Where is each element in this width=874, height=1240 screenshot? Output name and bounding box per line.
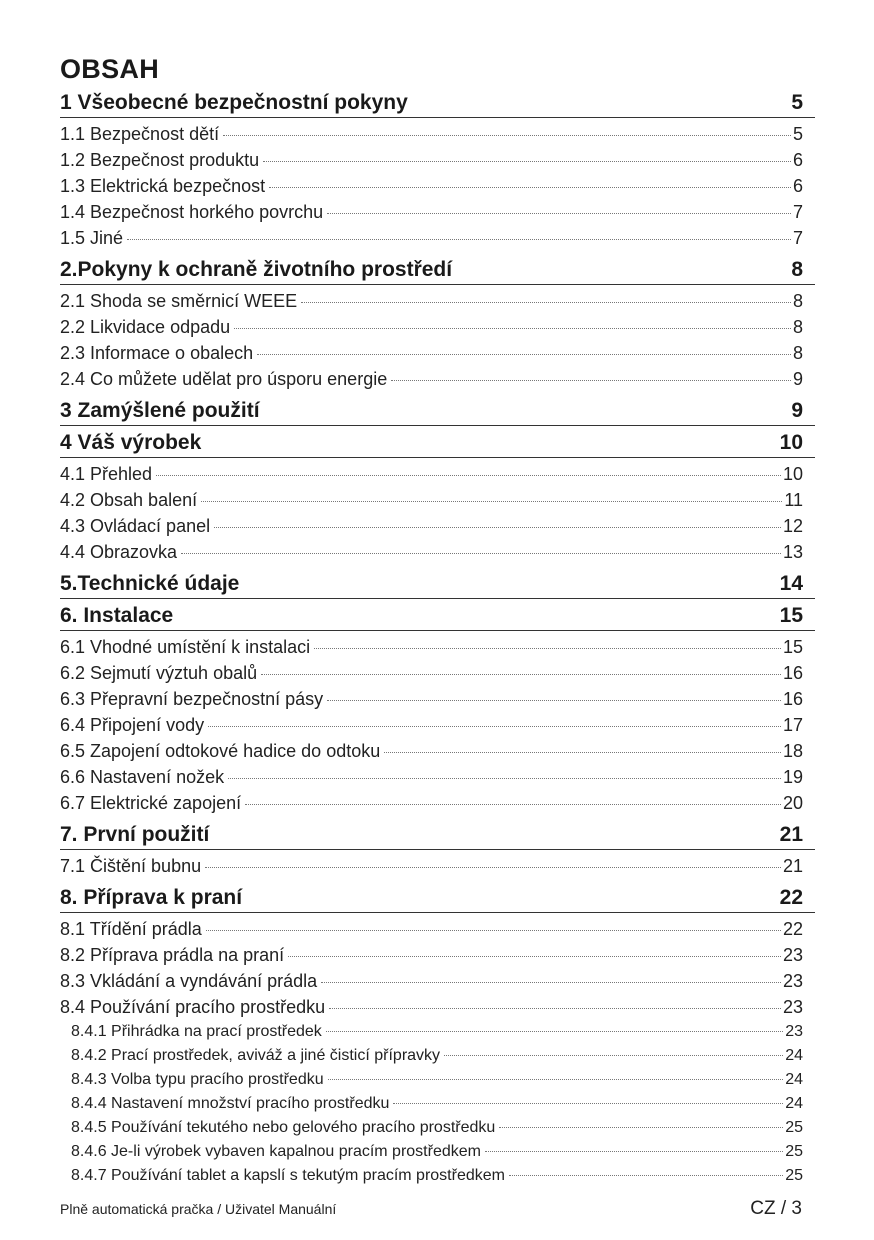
toc-list <box>60 86 815 1190</box>
dot-leader <box>263 161 791 162</box>
toc-section-heading[interactable] <box>60 394 815 426</box>
entry-title: 8.4.7 Používání tablet a kapslí s tekutým pracím prostředkem <box>71 1167 505 1184</box>
dot-leader <box>205 867 781 868</box>
entry-title: 8.4.3 Volba typu pracího prostředku <box>71 1071 324 1088</box>
toc-entry[interactable] <box>60 968 815 994</box>
toc-entry[interactable] <box>60 121 815 147</box>
dot-leader <box>234 328 791 329</box>
toc-entry[interactable] <box>60 994 815 1020</box>
entry-title: 4.1 Přehled <box>60 464 153 484</box>
dot-leader <box>326 1031 783 1032</box>
entry-page-number: 7 <box>792 228 803 248</box>
toc-entry[interactable] <box>60 340 815 366</box>
dot-leader <box>314 648 781 649</box>
toc-entry[interactable] <box>60 634 815 660</box>
toc-entry[interactable] <box>60 314 815 340</box>
section-title: 3 Zamýšlené použití <box>60 399 260 422</box>
dot-leader <box>261 674 781 675</box>
toc-entry[interactable] <box>60 487 815 513</box>
entry-title: 2.2 Likvidace odpadu <box>60 317 231 337</box>
entry-page-number: 16 <box>782 663 803 683</box>
entry-title: 1.5 Jiné <box>60 228 124 248</box>
entry-title: 2.1 Shoda se směrnicí WEEE <box>60 291 298 311</box>
toc-subentry[interactable] <box>60 1092 815 1116</box>
dot-leader <box>384 752 781 753</box>
dot-leader <box>181 553 781 554</box>
entry-title: 8.1 Třídění prádla <box>60 919 202 939</box>
entry-title: 1.3 Elektrická bezpečnost <box>60 176 266 196</box>
toc-entry[interactable] <box>60 173 815 199</box>
entry-page-number: 24 <box>785 1071 803 1088</box>
entry-page-number: 23 <box>782 945 803 965</box>
toc-section-heading[interactable] <box>60 599 815 631</box>
toc-entry[interactable] <box>60 738 815 764</box>
entry-title: 8.4.1 Přihrádka na prací prostředek <box>71 1023 322 1040</box>
section-title: 1 Všeobecné bezpečnostní pokyny <box>60 91 408 114</box>
section-title: 2.Pokyny k ochraně životního prostředí <box>60 258 453 281</box>
toc-section-heading[interactable] <box>60 818 815 850</box>
toc-section-heading[interactable] <box>60 86 815 118</box>
dot-leader <box>127 239 791 240</box>
toc-subentry[interactable] <box>60 1044 815 1068</box>
entry-page-number: 6 <box>792 176 803 196</box>
entry-page-number: 15 <box>782 637 803 657</box>
dot-leader <box>393 1103 783 1104</box>
entry-title: 8.3 Vkládání a vyndávání prádla <box>60 971 318 991</box>
toc-subentry[interactable] <box>60 1116 815 1140</box>
entry-title: 6.5 Zapojení odtokové hadice do odtoku <box>60 741 381 761</box>
toc-entry[interactable] <box>60 916 815 942</box>
section-page-number: 5 <box>791 91 803 114</box>
dot-leader <box>391 380 791 381</box>
entry-page-number: 25 <box>785 1143 803 1160</box>
entry-page-number: 12 <box>782 516 803 536</box>
entry-title: 8.4.2 Prací prostředek, aviváž a jiné čisticí přípravky <box>71 1047 441 1064</box>
entry-page-number: 22 <box>782 919 803 939</box>
entry-title: 6.3 Přepravní bezpečnostní pásy <box>60 689 324 709</box>
entry-page-number: 8 <box>792 291 803 311</box>
toc-entry[interactable] <box>60 790 815 816</box>
entry-title: 6.4 Připojení vody <box>60 715 205 735</box>
toc-entry[interactable] <box>60 366 815 392</box>
entry-page-number: 11 <box>784 490 803 510</box>
section-title: 4 Váš výrobek <box>60 431 202 454</box>
toc-entry[interactable] <box>60 686 815 712</box>
table-of-contents <box>60 52 815 1190</box>
entry-page-number: 8 <box>792 343 803 363</box>
entry-title: 4.2 Obsah balení <box>60 490 198 510</box>
entry-page-number: 7 <box>792 202 803 222</box>
entry-page-number: 6 <box>792 150 803 170</box>
section-page-number: 15 <box>779 604 803 627</box>
footer-product-label: Plně automatická pračka / Uživatel Manuální <box>60 1201 337 1217</box>
entry-title: 8.4 Používání pracího prostředku <box>60 997 326 1017</box>
dot-leader <box>214 527 781 528</box>
dot-leader <box>321 982 781 983</box>
section-page-number: 8 <box>791 258 803 281</box>
dot-leader <box>208 726 781 727</box>
toc-entry[interactable] <box>60 513 815 539</box>
dot-leader <box>245 804 781 805</box>
entry-title: 6.2 Sejmutí výztuh obalů <box>60 663 258 683</box>
entry-page-number: 19 <box>782 767 803 787</box>
entry-title: 7.1 Čištění bubnu <box>60 856 202 876</box>
toc-entry[interactable] <box>60 288 815 314</box>
section-title: 8. Příprava k praní <box>60 886 243 909</box>
entry-title: 6.7 Elektrické zapojení <box>60 793 242 813</box>
entry-page-number: 24 <box>785 1095 803 1112</box>
entry-page-number: 23 <box>782 971 803 991</box>
section-title: 6. Instalace <box>60 604 174 627</box>
toc-entry[interactable] <box>60 461 815 487</box>
entry-page-number: 21 <box>782 856 803 876</box>
section-title: 5.Technické údaje <box>60 572 240 595</box>
toc-section-heading[interactable] <box>60 881 815 913</box>
dot-leader <box>327 213 791 214</box>
entry-page-number: 16 <box>782 689 803 709</box>
dot-leader <box>328 1079 784 1080</box>
dot-leader <box>201 501 782 502</box>
entry-page-number: 8 <box>792 317 803 337</box>
toc-entry[interactable] <box>60 764 815 790</box>
entry-page-number: 13 <box>782 542 803 562</box>
toc-subentry[interactable] <box>60 1068 815 1092</box>
entry-title: 8.4.5 Používání tekutého nebo gelového pracího prostředku <box>71 1119 496 1136</box>
dot-leader <box>485 1151 783 1152</box>
toc-entry[interactable] <box>60 712 815 738</box>
toc-entry[interactable] <box>60 660 815 686</box>
toc-subentry[interactable] <box>60 1164 815 1188</box>
footer <box>60 1198 802 1220</box>
entry-page-number: 23 <box>785 1023 803 1040</box>
dot-leader <box>327 700 781 701</box>
page-title: OBSAH <box>60 54 160 84</box>
dot-leader <box>288 956 781 957</box>
entry-page-number: 25 <box>785 1167 803 1184</box>
section-page-number: 14 <box>779 572 803 595</box>
toc-entry[interactable] <box>60 225 815 251</box>
entry-title: 8.2 Příprava prádla na praní <box>60 945 285 965</box>
entry-title: 6.6 Nastavení nožek <box>60 767 225 787</box>
entry-title: 6.1 Vhodné umístění k instalaci <box>60 637 311 657</box>
toc-subentry[interactable] <box>60 1140 815 1164</box>
dot-leader <box>156 475 781 476</box>
entry-title: 1.1 Bezpečnost dětí <box>60 124 220 144</box>
dot-leader <box>509 1175 783 1176</box>
dot-leader <box>228 778 781 779</box>
toc-entry[interactable] <box>60 942 815 968</box>
entry-page-number: 9 <box>792 369 803 389</box>
dot-leader <box>223 135 791 136</box>
entry-title: 4.3 Ovládací panel <box>60 516 211 536</box>
entry-title: 2.3 Informace o obalech <box>60 343 254 363</box>
entry-page-number: 5 <box>792 124 803 144</box>
toc-section-heading[interactable] <box>60 567 815 599</box>
dot-leader <box>269 187 791 188</box>
dot-leader <box>257 354 791 355</box>
entry-page-number: 17 <box>782 715 803 735</box>
toc-section-heading[interactable] <box>60 253 815 285</box>
toc-entry[interactable] <box>60 199 815 225</box>
dot-leader <box>444 1055 783 1056</box>
toc-entry[interactable] <box>60 539 815 565</box>
section-page-number: 21 <box>779 823 803 846</box>
entry-title: 8.4.6 Je-li výrobek vybaven kapalnou pracím prostředkem <box>71 1143 481 1160</box>
entry-page-number: 18 <box>782 741 803 761</box>
entry-title: 2.4 Co můžete udělat pro úsporu energie <box>60 369 388 389</box>
dot-leader <box>499 1127 783 1128</box>
footer-page-number: CZ / 3 <box>750 1198 802 1219</box>
toc-section-heading[interactable] <box>60 426 815 458</box>
section-page-number: 22 <box>779 886 803 909</box>
dot-leader <box>301 302 791 303</box>
entry-page-number: 10 <box>782 464 803 484</box>
toc-subentry[interactable] <box>60 1020 815 1044</box>
toc-entry[interactable] <box>60 147 815 173</box>
dot-leader <box>329 1008 781 1009</box>
section-page-number: 10 <box>779 431 803 454</box>
entry-page-number: 20 <box>782 793 803 813</box>
entry-title: 8.4.4 Nastavení množství pracího prostředku <box>71 1095 390 1112</box>
entry-page-number: 24 <box>785 1047 803 1064</box>
entry-page-number: 25 <box>785 1119 803 1136</box>
section-title: 7. První použití <box>60 823 210 846</box>
entry-title: 1.4 Bezpečnost horkého povrchu <box>60 202 324 222</box>
toc-entry[interactable] <box>60 853 815 879</box>
entry-page-number: 23 <box>782 997 803 1017</box>
dot-leader <box>206 930 781 931</box>
entry-title: 1.2 Bezpečnost produktu <box>60 150 260 170</box>
section-page-number: 9 <box>791 399 803 422</box>
entry-title: 4.4 Obrazovka <box>60 542 178 562</box>
